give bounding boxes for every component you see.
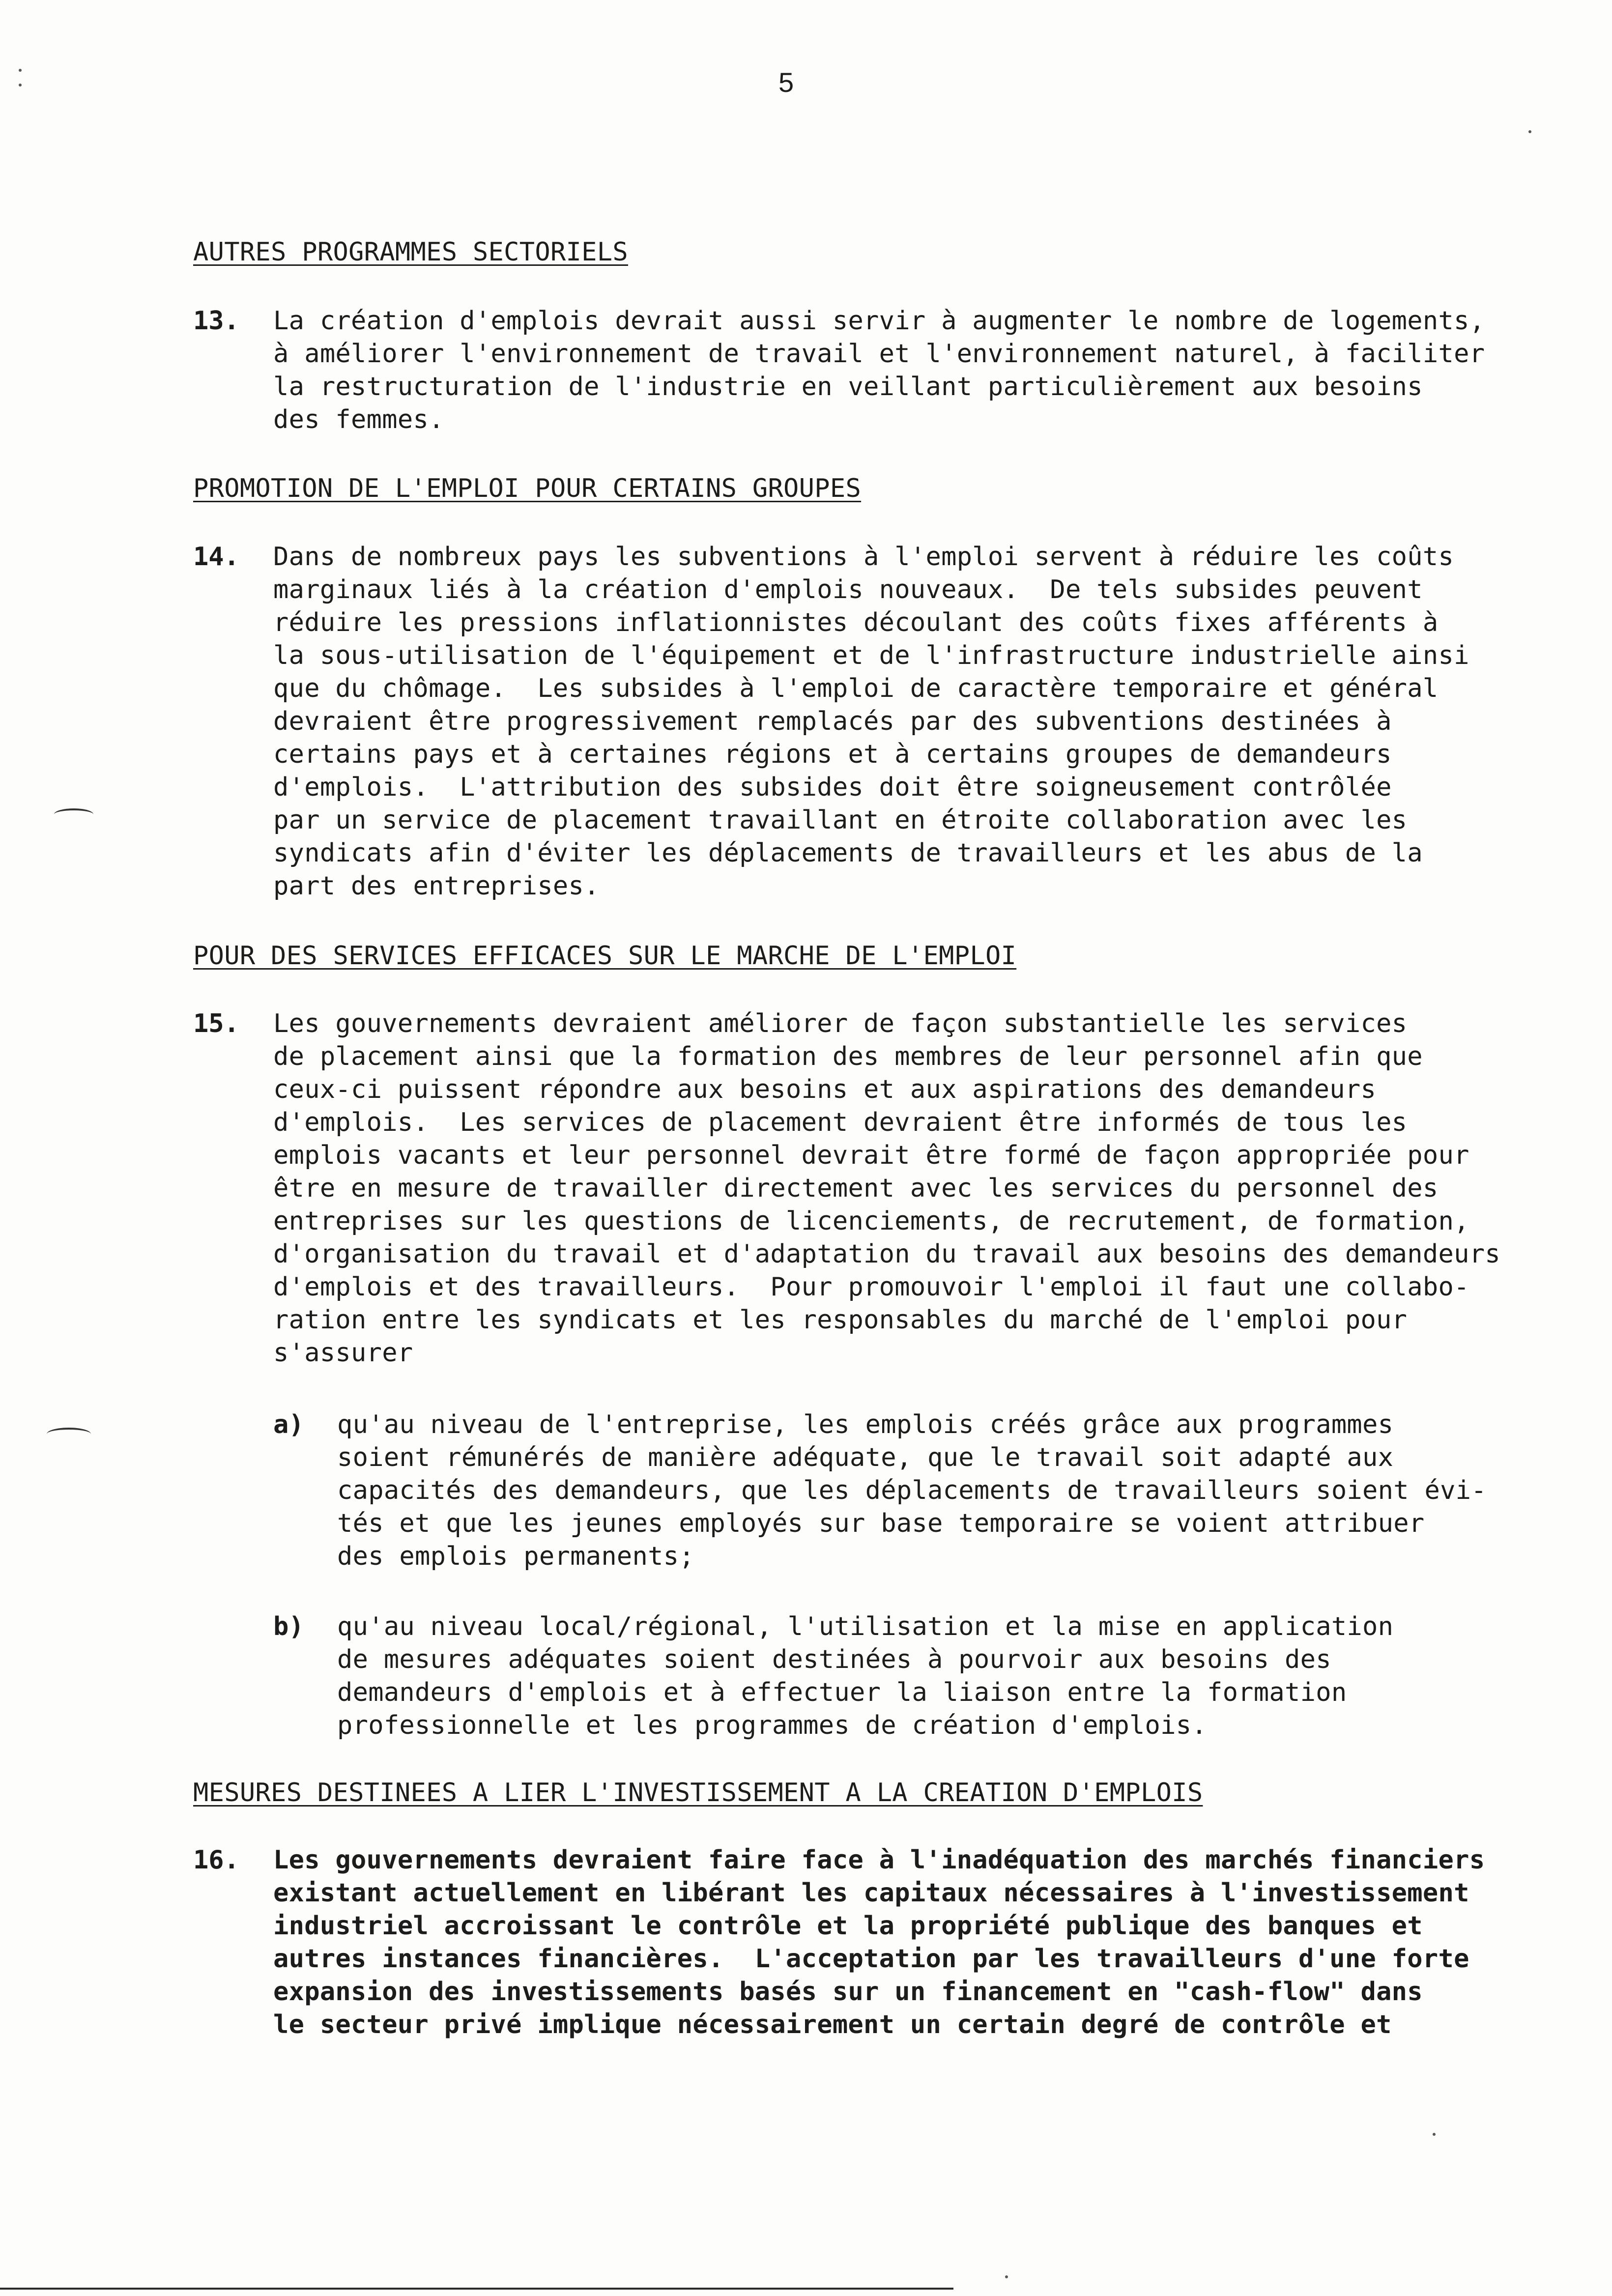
paragraph-line: ration entre les syndicats et les responsables du marché de l'emploi pour [273,1305,1408,1335]
paragraph-line: marginaux liés à la création d'emplois nouveaux. De tels subsides peuvent [273,575,1423,604]
paragraph-line: le secteur privé implique nécessairement un certain degré de contrôle et [273,2010,1392,2039]
paragraph-line: Les gouvernements devraient améliorer de façon substantielle les services [273,1009,1408,1038]
scan-dot [19,69,22,72]
list-item-line: qu'au niveau local/régional, l'utilisation et la mise en application [337,1612,1394,1641]
section-heading: MESURES DESTINEES A LIER L'INVESTISSEMENT A LA CREATION D'EMPLOIS [193,1778,1203,1808]
paragraph-line: ceux-ci puissent répondre aux besoins et aux aspirations des demandeurs [273,1075,1377,1104]
list-item-line: tés et que les jeunes employés sur base temporaire se voient attribuer [337,1509,1425,1538]
paragraph-line: d'emplois. Les services de placement devraient être informés de tous les [273,1108,1408,1137]
paragraph-line: d'emplois. L'attribution des subsides doit être soigneusement contrôlée [273,773,1392,802]
paragraph-line: expansion des investissements basés sur un financement en "cash-flow" dans [273,1977,1423,2007]
paragraph-number: 16. [193,1845,239,1875]
list-item-label: b) [273,1612,304,1641]
paragraph-line: emplois vacants et leur personnel devrait être formé de façon appropriée pour [273,1141,1469,1170]
section-heading: PROMOTION DE L'EMPLOI POUR CERTAINS GROUPES [193,474,862,503]
paragraph-line: la sous-utilisation de l'équipement et de l'infrastructure industrielle ainsi [273,641,1469,670]
scan-dot [1433,2133,1436,2136]
paragraph-number: 14. [193,542,239,572]
list-item-line: capacités des demandeurs, que les déplacements de travailleurs soient évi- [337,1476,1487,1505]
list-item-label: a) [273,1410,304,1439]
paragraph-line: syndicats afin d'éviter les déplacements de travailleurs et les abus de la [273,838,1423,868]
paragraph-line: d'emplois et des travailleurs. Pour promouvoir l'emploi il faut une collabo- [273,1272,1469,1302]
paragraph-line: à améliorer l'environnement de travail et l'environnement naturel, à faciliter [273,339,1485,369]
paragraph-line: d'organisation du travail et d'adaptation du travail aux besoins des demandeurs [273,1239,1500,1269]
paragraph-line: s'assurer [273,1338,413,1368]
scan-dot [19,84,22,86]
paragraph-line: La création d'emplois devrait aussi servir à augmenter le nombre de logements, [273,306,1485,336]
paragraph-line: que du chômage. Les subsides à l'emploi de caractère temporaire et général [273,674,1439,703]
paragraph-line: Les gouvernements devraient faire face à l'inadéquation des marchés financiers [273,1845,1485,1875]
paragraph-number: 15. [193,1009,239,1038]
section-heading: AUTRES PROGRAMMES SECTORIELS [193,237,628,267]
page-number: 5 [778,67,794,98]
paragraph-line: des femmes. [273,405,444,434]
paragraph-line: la restructuration de l'industrie en veillant particulièrement aux besoins [273,372,1423,402]
paragraph-line: de placement ainsi que la formation des membres de leur personnel afin que [273,1042,1423,1071]
list-item-line: qu'au niveau de l'entreprise, les emplois créés grâce aux programmes [337,1410,1394,1439]
paragraph-line: certains pays et à certaines régions et à certains groupes de demandeurs [273,740,1392,769]
paragraph-line: part des entreprises. [273,871,600,901]
list-item-line: soient rémunérés de manière adéquate, que le travail soit adapté aux [337,1443,1394,1472]
scan-mark [54,808,93,820]
paragraph-line: Dans de nombreux pays les subventions à l'emploi servent à réduire les coûts [273,542,1454,572]
paragraph-number: 13. [193,306,239,336]
paragraph-line: réduire les pressions inflationnistes découlant des coûts fixes afférents à [273,608,1439,637]
bottom-rule [0,2288,953,2290]
paragraph-line: entreprises sur les questions de licenciements, de recrutement, de formation, [273,1206,1469,1236]
list-item-line: de mesures adéquates soient destinées à pourvoir aux besoins des [337,1645,1331,1674]
scan-dot [1005,2275,1008,2278]
list-item-line: professionnelle et les programmes de création d'emplois. [337,1711,1207,1740]
paragraph-line: devraient être progressivement remplacés par des subventions destinées à [273,707,1392,736]
list-item-line: des emplois permanents; [337,1542,694,1571]
paragraph-line: par un service de placement travaillant en étroite collaboration avec les [273,805,1408,835]
scan-dot [1528,130,1531,133]
paragraph-line: autres instances financières. L'acceptation par les travailleurs d'une forte [273,1944,1469,1974]
section-heading: POUR DES SERVICES EFFICACES SUR LE MARCHE DE L'EMPLOI [193,941,1017,971]
scan-mark [47,1428,91,1440]
list-item-line: demandeurs d'emplois et à effectuer la liaison entre la formation [337,1678,1347,1707]
paragraph-line: être en mesure de travailler directement avec les services du personnel des [273,1174,1439,1203]
paragraph-line: existant actuellement en libérant les capitaux nécessaires à l'investissement [273,1878,1469,1908]
paragraph-line: industriel accroissant le contrôle et la propriété publique des banques et [273,1911,1423,1941]
